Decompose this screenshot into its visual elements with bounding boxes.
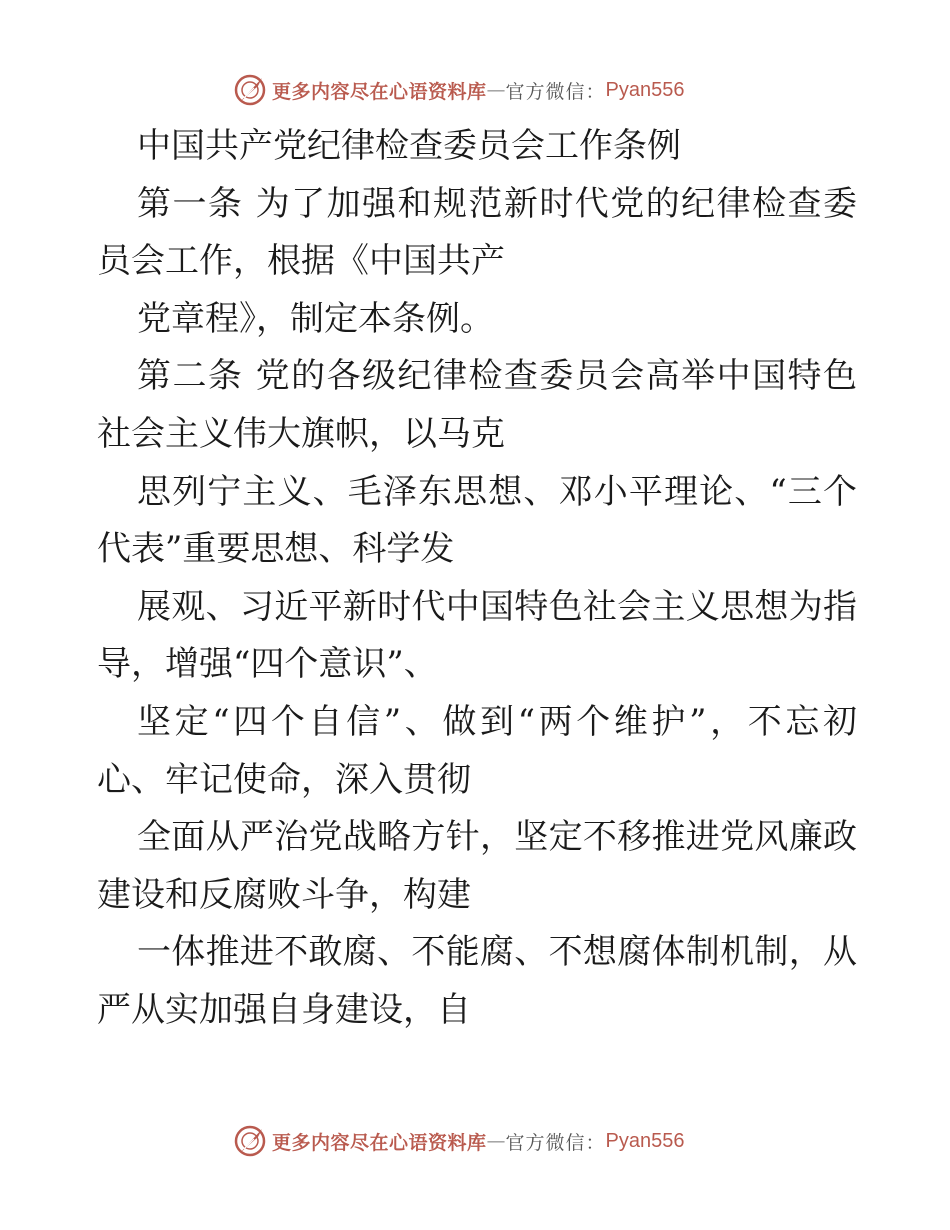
banner-wechat-label: 官方微信： xyxy=(505,80,606,103)
text-line: 心、牢记使命，深入贯彻 xyxy=(97,759,471,800)
document-title: 中国共产党纪律检查委员会工作条例 xyxy=(137,126,681,166)
banner-slogan: 更多内容尽在心语资料库 xyxy=(272,80,487,103)
footer-banner xyxy=(232,1121,685,1161)
banner-slogan: 更多内容尽在心语资料库 xyxy=(272,1131,487,1154)
text-line: 坚定“四个自信”、做到“两个维护”，不忘初 xyxy=(137,701,857,742)
banner-wechat-label: 官方微信： xyxy=(505,1131,606,1154)
text-line: 第一条 为了加强和规范新时代党的纪律检查委 xyxy=(137,183,857,224)
text-line: 导，增强“四个意识”、 xyxy=(97,644,438,685)
text-line: 第二条 党的各级纪律检查委员会高举中国特色 xyxy=(137,356,857,397)
text-line: 思列宁主义、毛泽东思想、邓小平理论、“三个 xyxy=(137,471,857,512)
text-line: 展观、习近平新时代中国特色社会主义思想为指 xyxy=(137,586,857,627)
quill-circle-icon xyxy=(232,72,268,108)
banner-separator: — xyxy=(486,79,506,101)
banner-wechat-id: Pyan556 xyxy=(605,1129,685,1152)
text-line: 代表”重要思想、科学发 xyxy=(97,529,455,570)
banner-separator: — xyxy=(486,1130,506,1152)
document-body xyxy=(97,118,867,1040)
quill-circle-icon xyxy=(232,1123,268,1159)
header-banner xyxy=(232,70,685,110)
banner-wechat-id: Pyan556 xyxy=(605,78,685,101)
text-line: 建设和反腐败斗争，构建 xyxy=(97,874,471,915)
text-line: 严从实加强自身建设，自 xyxy=(97,989,471,1030)
text-line: 全面从严治党战略方针，坚定不移推进党风廉政 xyxy=(137,817,857,858)
text-line: 一体推进不敢腐、不能腐、不想腐体制机制，从 xyxy=(137,932,857,973)
text-line: 党章程》，制定本条例。 xyxy=(137,298,494,339)
text-line: 员会工作，根据《中国共产 xyxy=(97,241,505,282)
text-line: 社会主义伟大旗帜，以马克 xyxy=(97,413,505,454)
